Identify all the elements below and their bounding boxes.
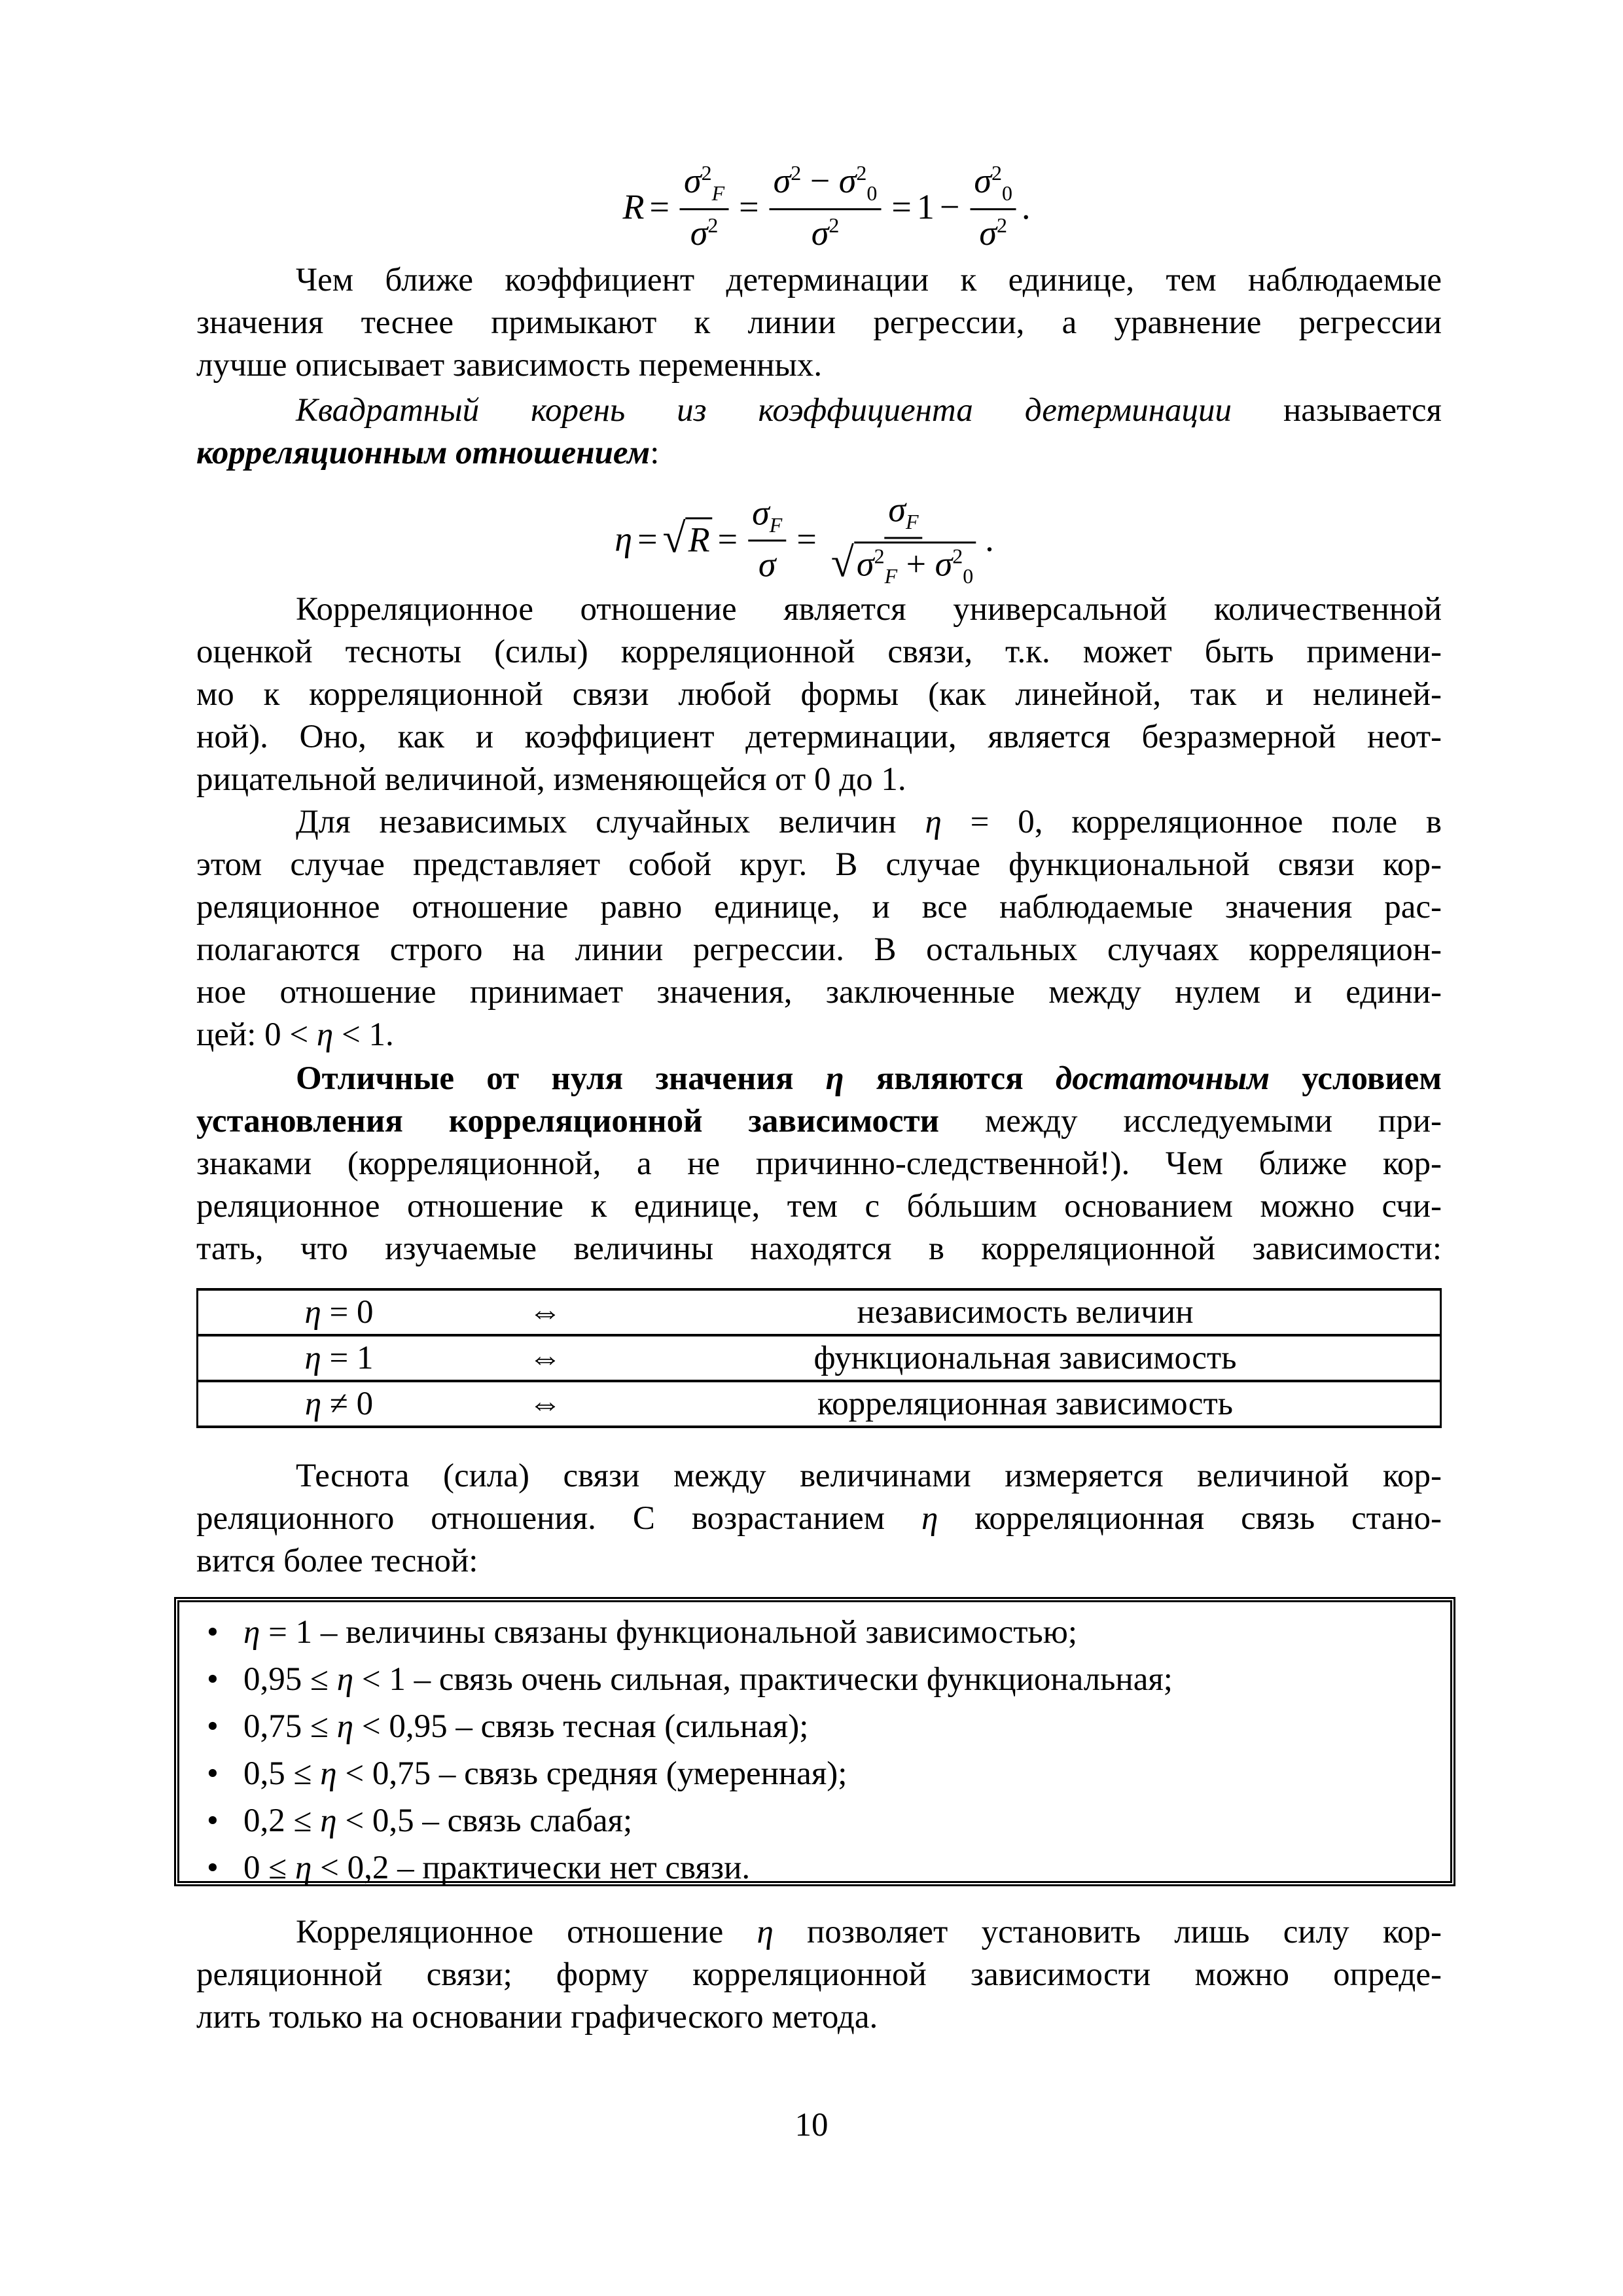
text-line — [196, 1996, 1442, 2039]
text-run: тать, что изучаемые величины находятся в корреляционной зависимости: — [196, 1230, 1442, 1267]
formula-number: 1 — [916, 187, 935, 226]
equivalence-arrow-icon: ⇔ — [528, 1294, 562, 1331]
paragraph — [196, 801, 1442, 1056]
text-run: < 0,95 – связь тесная (сильная); — [353, 1708, 809, 1745]
formula-subscript: F — [711, 181, 725, 205]
text-run: < 0,75 – связь средняя (умеренная); — [336, 1755, 847, 1792]
formula-operator: − — [939, 187, 960, 226]
table-row — [198, 1335, 1441, 1381]
text-run: Для независимых случайных величин — [296, 804, 925, 840]
text-run: Теснота (сила) связи между величинами измеряется величиной кор- — [296, 1458, 1442, 1494]
equivalence-cell — [480, 1289, 611, 1335]
meaning-cell: независимость величин — [611, 1289, 1441, 1335]
eta-symbol: η — [304, 1294, 321, 1331]
emphasized-text: η — [336, 1661, 354, 1698]
text-line — [196, 389, 1442, 432]
formula-symbol: σ — [752, 493, 770, 533]
table-row — [198, 1289, 1441, 1335]
text-run: < 1. — [333, 1016, 394, 1053]
text-run: Чем ближе коэффициент детерминации к единице, тем наблюдаемые — [296, 262, 1442, 298]
formula-operator: + — [906, 544, 927, 583]
emphasized-text: η — [336, 1708, 354, 1745]
bullet-icon: • — [207, 1708, 219, 1745]
text-line — [196, 1540, 1442, 1583]
condition-cell — [198, 1335, 480, 1381]
equivalence-arrow-icon: ⇔ — [528, 1386, 562, 1422]
fraction — [770, 160, 882, 253]
text-line — [196, 1911, 1442, 1954]
formula-symbol: σ — [935, 544, 953, 583]
formula-exponent: 2 — [874, 544, 885, 567]
list-item — [207, 1844, 1173, 1892]
emphasized-text: условием — [1270, 1060, 1442, 1097]
list-item — [207, 1656, 1173, 1703]
formula-subscript: 0 — [866, 181, 878, 205]
text-run: лить только на основании графического метода. — [196, 1999, 878, 2036]
formula-subscript: 0 — [1001, 181, 1012, 205]
strength-scale-list — [207, 1609, 1173, 1892]
formula-period: . — [1021, 187, 1031, 226]
formula-operator: = — [717, 519, 738, 558]
text-line — [196, 844, 1442, 886]
text-run: реляционного отношения. С возрастанием — [196, 1500, 921, 1537]
text-run: < 0,5 – связь слабая; — [336, 1803, 633, 1839]
bullet-icon: • — [207, 1803, 219, 1839]
emphasized-text: установления корреляционной зависимости — [196, 1103, 940, 1139]
formula-symbol: σ — [773, 161, 791, 201]
text-run: полагаются строго на линии регрессии. В остальных случаях корреляцион- — [196, 931, 1442, 968]
condition-value: = 0 — [321, 1294, 374, 1331]
text-line — [196, 1228, 1442, 1270]
text-run: Корреляционное отношение — [296, 1914, 757, 1950]
text-line — [196, 259, 1442, 302]
text-run: оценкой тесноты (силы) корреляционной связи, т.к. может быть примени- — [196, 634, 1442, 670]
page-number: 10 — [794, 2107, 829, 2144]
text-line — [196, 971, 1442, 1014]
formula-subscript: 0 — [963, 564, 974, 588]
formula-correlation-ratio — [615, 489, 993, 588]
formula-symbol: σ — [979, 213, 997, 253]
text-run: ное отношение принимает значения, заключенные между нулем и едини- — [196, 974, 1442, 1011]
formula-operator: = — [637, 519, 658, 558]
formula-exponent: 2 — [856, 161, 867, 185]
text-run: 0 ≤ — [243, 1850, 295, 1886]
fraction — [827, 489, 980, 588]
table-row — [198, 1381, 1441, 1427]
eta-symbol: η — [304, 1386, 322, 1422]
formula-symbol: R — [622, 187, 645, 226]
text-line — [196, 344, 1442, 387]
list-item — [207, 1609, 1173, 1656]
formula-symbol: σ — [758, 545, 776, 584]
square-root — [662, 514, 713, 562]
text-line — [196, 1954, 1442, 1996]
formula-exponent: 2 — [952, 544, 963, 567]
list-item — [207, 1750, 1173, 1797]
equivalence-cell — [480, 1335, 611, 1381]
text-line — [196, 716, 1442, 759]
emphasized-text: η — [921, 1500, 938, 1537]
formula-symbol: σ — [888, 490, 906, 529]
radical-sign: √ — [830, 539, 854, 585]
text-line — [196, 1185, 1442, 1228]
emphasized-text: корреляционным отношением — [196, 435, 651, 471]
condition-value: ≠ 0 — [321, 1386, 374, 1422]
text-line — [196, 801, 1442, 844]
formula-determination-coefficient — [623, 160, 1031, 253]
paragraph — [196, 588, 1442, 801]
list-item — [207, 1703, 1173, 1750]
formula-operator: = — [739, 187, 759, 226]
formula-symbol: σ — [974, 161, 991, 201]
text-run: цей: 0 < — [196, 1016, 317, 1053]
emphasized-text: достаточным — [1055, 1060, 1270, 1097]
formula-symbol: σ — [683, 161, 702, 201]
text-line — [196, 1143, 1442, 1185]
text-line — [196, 631, 1442, 673]
formula-subscript: F — [906, 510, 919, 534]
emphasized-text: η — [243, 1614, 260, 1651]
emphasized-text: являются — [844, 1060, 1056, 1097]
text-run: < 1 – связь очень сильная, практически функциональная; — [353, 1661, 1173, 1698]
text-line — [196, 1014, 1442, 1056]
text-line — [196, 1100, 1442, 1143]
paragraph — [196, 389, 1442, 475]
square-root — [831, 541, 976, 588]
text-run: = 1 – величины связаны функциональной зависимостью; — [260, 1614, 1078, 1651]
text-line — [196, 673, 1442, 716]
text-run: = 0, корреляционное поле в — [941, 804, 1442, 840]
radical-sign: √ — [662, 514, 686, 562]
formula-operator: = — [796, 519, 817, 558]
text-run: позволяет установить лишь силу кор- — [773, 1914, 1442, 1950]
equivalence-cell — [480, 1381, 611, 1427]
paragraph — [196, 1058, 1442, 1270]
text-line — [196, 1498, 1442, 1540]
formula-subscript: F — [884, 564, 898, 588]
emphasized-text: Отличные от нуля значения — [296, 1060, 826, 1097]
formula-exponent: 2 — [791, 161, 802, 185]
meaning-cell: функциональная зависимость — [611, 1335, 1441, 1381]
paragraph — [196, 259, 1442, 387]
emphasized-text: η — [925, 804, 942, 840]
emphasized-text: Квадратный корень из коэффициента детерминации — [296, 392, 1232, 429]
text-run: реляционное отношение равно единице, и все наблюдаемые значения рас- — [196, 889, 1442, 925]
text-run: рицательной величиной, изменяющейся от 0 до 1. — [196, 761, 906, 798]
text-run: мо к корреляционной связи любой формы (как линейной, так и нелиней- — [196, 676, 1442, 713]
eta-symbol: η — [304, 1340, 321, 1376]
bullet-icon: • — [207, 1755, 219, 1792]
paragraph — [196, 1911, 1442, 2039]
fraction — [970, 160, 1016, 253]
bullet-icon: • — [207, 1614, 219, 1651]
text-run: реляционное отношение к единице, тем с бóльшим основанием можно счи- — [196, 1188, 1442, 1225]
condition-cell — [198, 1381, 480, 1427]
text-line — [196, 302, 1442, 344]
formula-exponent: 2 — [996, 213, 1007, 237]
emphasized-text: η — [295, 1850, 312, 1886]
formula-exponent: 2 — [991, 161, 1002, 185]
text-line — [196, 886, 1442, 929]
fraction — [680, 160, 728, 253]
bullet-icon: • — [207, 1850, 219, 1886]
formula-exponent: 2 — [707, 213, 719, 237]
text-line — [196, 588, 1442, 631]
emphasized-text: η — [757, 1914, 774, 1950]
formula-operator: − — [810, 161, 830, 201]
emphasized-text: η — [316, 1016, 334, 1053]
formula-exponent: 2 — [829, 213, 840, 237]
text-line — [196, 1058, 1442, 1100]
formula-symbol: σ — [838, 161, 857, 201]
formula-operator: = — [891, 187, 912, 226]
text-run: реляционной связи; форму корреляционной зависимости можно опреде- — [196, 1956, 1442, 1993]
text-run: ной). Оно, как и коэффициент детерминации, является безразмерной неот- — [196, 719, 1442, 755]
formula-operator: = — [649, 187, 669, 226]
text-run: значения теснее примыкают к линии регрессии, а уравнение регрессии — [196, 304, 1442, 341]
text-run: 0,5 ≤ — [243, 1755, 321, 1792]
list-item — [207, 1797, 1173, 1844]
emphasized-text: η — [320, 1755, 337, 1792]
formula-symbol: η — [615, 519, 633, 558]
formula-symbol: R — [686, 518, 713, 560]
emphasized-text: η — [825, 1060, 844, 1097]
formula-symbol: σ — [690, 213, 708, 253]
text-run: знаками (корреляционной, а не причинно-следственной!). Чем ближе кор- — [196, 1145, 1442, 1182]
emphasized-text: η — [320, 1803, 337, 1839]
text-run: называется — [1232, 392, 1442, 429]
meaning-cell: корреляционная зависимость — [611, 1381, 1441, 1427]
fraction — [748, 492, 786, 585]
bullet-icon: • — [207, 1661, 219, 1698]
formula-period: . — [985, 519, 994, 558]
paragraph — [196, 1455, 1442, 1583]
text-run: корреляционная связь стано- — [938, 1500, 1442, 1537]
text-run: : — [650, 435, 660, 471]
formula-symbol: σ — [811, 213, 829, 253]
text-run: 0,95 ≤ — [243, 1661, 337, 1698]
text-run: 0,75 ≤ — [243, 1708, 337, 1745]
text-run: < 0,2 – практически нет связи. — [312, 1850, 751, 1886]
equivalence-arrow-icon: ⇔ — [528, 1340, 562, 1376]
formula-subscript: F — [769, 512, 783, 537]
text-line — [196, 432, 1442, 475]
text-run: этом случае представляет собой круг. В случае функциональной связи кор- — [196, 846, 1442, 883]
correlation-table — [196, 1288, 1442, 1428]
text-run: между исследуемыми при- — [939, 1103, 1442, 1139]
text-line — [196, 1455, 1442, 1498]
text-run: Корреляционное отношение является универсальной количественной — [296, 591, 1442, 628]
condition-cell — [198, 1289, 480, 1335]
condition-value: = 1 — [321, 1340, 374, 1376]
formula-symbol: σ — [856, 544, 874, 583]
formula-exponent: 2 — [701, 161, 712, 185]
text-run: вится более тесной: — [196, 1543, 478, 1579]
text-run: 0,2 ≤ — [243, 1803, 321, 1839]
text-line — [196, 759, 1442, 801]
text-run: лучше описывает зависимость переменных. — [196, 347, 823, 384]
text-line — [196, 929, 1442, 971]
